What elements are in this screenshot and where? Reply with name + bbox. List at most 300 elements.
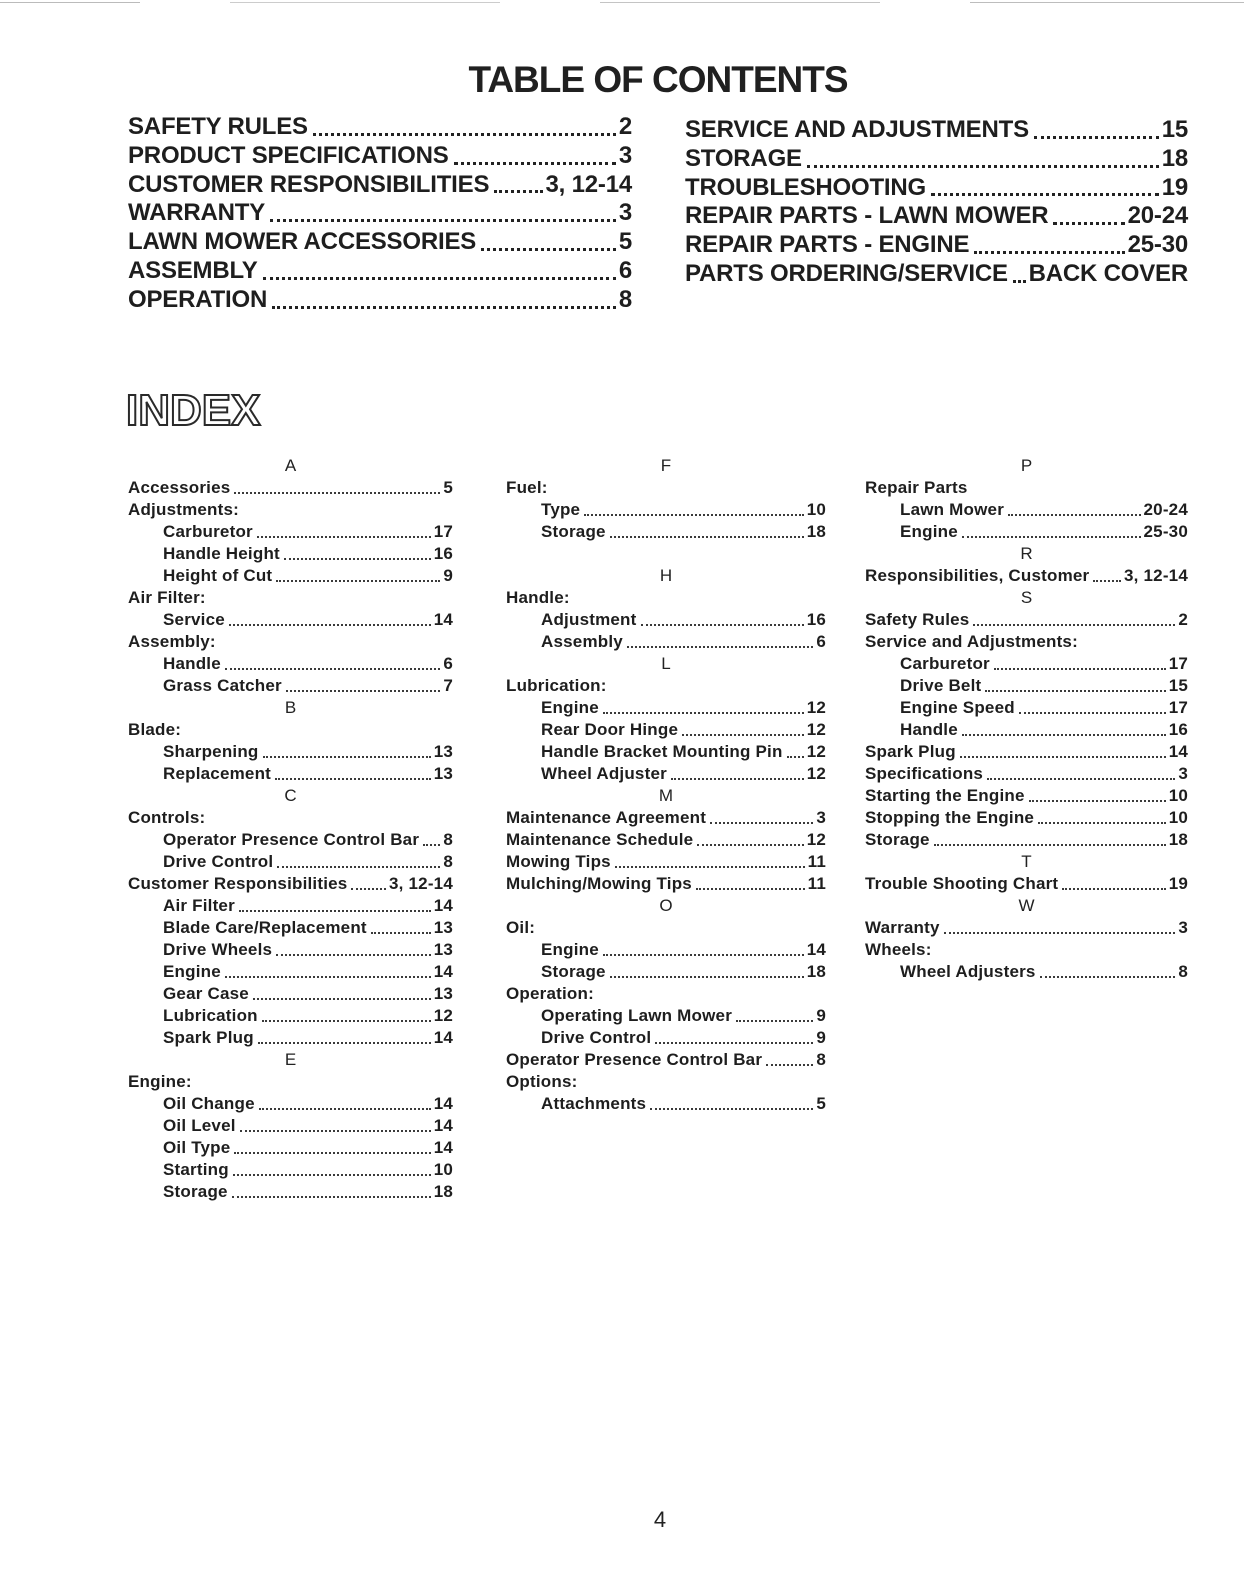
index-sub-entry-label: Storage [163,1182,228,1201]
index-sub-entry-page: 18 [806,962,826,981]
index-sub-entry-label: Lawn Mower [900,500,1005,519]
dot-leader [974,251,1124,254]
dot-leader [1062,888,1165,890]
index-sub-entry-label: Storage [541,522,606,541]
index-sub-entry [128,1115,453,1137]
index-sub-entry-label: Operator Presence Control Bar [163,830,420,849]
index-entry-page: 3 [816,808,826,827]
index-entry-label: Starting the Engine [865,786,1025,805]
index-entry [865,631,1188,653]
index-sub-entry-label: Replacement [163,764,272,783]
index-sub-entry-page: 7 [443,676,453,695]
index-sub-entry-page: 17 [1168,698,1188,717]
toc-entry-page: 3 [618,199,632,227]
index-sub-entry-page: 10 [433,1160,453,1179]
index-letter-heading: T [1021,852,1032,871]
toc-entry-page: 20-24 [1127,202,1188,230]
index-sub-entry-label: Starting [163,1160,229,1179]
index-sub-entry [506,1027,826,1049]
index-sub-entry-page: 13 [433,742,453,761]
index-letter-heading: R [1020,544,1033,563]
index-entry [506,807,826,829]
dot-leader [807,165,1159,168]
index-entry-label: Warranty [865,918,940,937]
index-sub-entry [506,521,826,543]
dot-leader [258,1042,431,1044]
index-sub-entry-label: Spark Plug [163,1028,254,1047]
index-sub-entry [506,609,826,631]
toc-entry-page: 5 [618,228,632,256]
dot-leader [682,734,804,736]
dot-leader [263,277,616,280]
index-entry-label: Customer Responsibilities [128,874,348,893]
index-entry-label: Operator Presence Control Bar [506,1050,763,1069]
toc-entry-label: REPAIR PARTS - ENGINE [685,231,970,259]
index-entry-label: Accessories [128,478,231,497]
index-sub-entry-label: Oil Change [163,1094,255,1113]
index-sub-entry [128,763,453,785]
toc-entry-label: PARTS ORDERING/SERVICE [685,259,1008,287]
dot-leader [371,932,431,934]
index-sub-entry [865,499,1188,521]
toc-entry-label: ASSEMBLY [128,256,258,284]
index-sub-entry [128,1181,453,1203]
index-sub-entry-page: 17 [433,522,453,541]
index-entry [506,873,826,895]
index-sub-entry-label: Drive Belt [900,676,982,695]
toc-entry [128,257,632,286]
index-letter-heading: M [658,786,674,805]
index-sub-entry-label: Engine [900,522,958,541]
index-entry-label: Trouble Shooting Chart [865,874,1059,893]
toc-entry-label: STORAGE [685,144,802,172]
index-sub-entry-label: Type [541,500,581,519]
toc-entry [128,142,632,171]
toc-entry-label: TROUBLESHOOTING [685,173,926,201]
index-sub-entry-label: Assembly [541,632,623,651]
toc-entry-page: 8 [618,285,632,313]
dot-leader [233,1174,431,1176]
index-entry-label: Controls: [128,808,206,827]
index-sub-entry-page: 12 [806,764,826,783]
toc-entry-label: WARRANTY [128,199,266,227]
dot-leader [351,888,386,890]
index-sub-entry-page: 5 [816,1094,826,1113]
dot-leader [610,536,804,538]
index-entry-label: Air Filter: [128,588,206,607]
index-entry [128,477,453,499]
dot-leader [494,190,542,193]
index-entry-page: 11 [807,852,826,871]
index-entry [865,741,1188,763]
toc-entry-page: 6 [618,256,632,284]
page-number: 4 [653,1507,667,1532]
index-sub-entry [506,741,826,763]
index-sub-entry-label: Air Filter [163,896,235,915]
dot-leader [1029,800,1166,802]
index-entry [128,1071,453,1093]
index-letter-heading: W [1018,896,1035,915]
index-sub-entry-label: Oil Level [163,1116,236,1135]
index-sub-entry-label: Handle [900,720,958,739]
index-sub-entry-page: 9 [816,1006,826,1025]
toc-entry-page: 15 [1161,116,1188,143]
index-letter-heading: H [659,566,673,585]
index-title: INDEX [126,386,261,435]
index-sub-entry-page: 13 [433,940,453,959]
index-entry [865,829,1188,851]
index-sub-entry [865,521,1188,543]
index-sub-entry [506,1005,826,1027]
dot-leader [234,1152,430,1154]
toc-entry [128,228,632,257]
index-entry-label: Safety Rules [865,610,970,629]
index-entry-label: Assembly: [128,632,216,651]
toc-entry [128,171,632,200]
scan-edge-line [0,2,1244,3]
index-sub-entry-label: Engine Speed [900,698,1015,717]
dot-leader [736,1020,813,1022]
index-letter-heading: S [1020,588,1033,607]
dot-leader [1038,822,1166,824]
index-sub-entry-page: 8 [443,852,453,871]
index-entry-label: Handle: [506,588,570,607]
toc-entry-page: BACK COVER [1028,259,1188,287]
index-sub-entry-label: Rear Door Hinge [541,720,679,739]
index-entry [865,763,1188,785]
index-entry-page: 19 [1168,874,1188,893]
index-entry [865,873,1188,895]
index-entry-label: Mulching/Mowing Tips [506,874,692,893]
dot-leader [962,536,1141,538]
index-entry [865,939,1188,961]
dot-leader [787,756,804,758]
index-column-2 [506,455,826,1115]
index-sub-entry [128,675,453,697]
dot-leader [1040,976,1176,978]
index-letter-heading: O [659,896,673,915]
index-entry-label: Repair Parts [865,478,968,497]
index-sub-entry-page: 25-30 [1143,522,1188,541]
index-entry [506,829,826,851]
toc-entry [685,174,1188,203]
index-entry-page: 12 [806,830,826,849]
dot-leader [671,778,804,780]
index-entry-label: Stopping the Engine [865,808,1035,827]
index-sub-entry-page: 14 [433,1094,453,1113]
index-entry-page: 11 [807,874,826,893]
dot-leader [1013,280,1026,283]
toc-entry-page: 19 [1161,173,1188,201]
index-entry [506,851,826,873]
index-sub-entry [506,1093,826,1115]
index-sub-entry-page: 14 [806,940,826,959]
index-sub-entry-page: 14 [433,962,453,981]
dot-leader [603,954,804,956]
dot-leader [240,1130,431,1132]
index-sub-entry [865,719,1188,741]
index-sub-entry [128,983,453,1005]
toc-entry-label: CUSTOMER RESPONSIBILITIES [128,170,490,198]
index-sub-entry-page: 10 [806,500,826,519]
toc-entry [685,145,1188,174]
index-entry-label: Mowing Tips [506,852,611,871]
index-sub-entry-label: Adjustment [541,610,637,629]
index-letter-heading: B [284,698,297,717]
index-sub-entry-label: Engine [541,940,599,959]
index-entry-page: 5 [443,478,453,497]
index-entry-label: Adjustments: [128,500,240,519]
index-sub-entry [865,697,1188,719]
index-sub-entry [128,1137,453,1159]
toc-left-column [128,113,632,315]
dot-leader [641,624,804,626]
index-sub-entry-page: 14 [433,1028,453,1047]
index-sub-entry-label: Operating Lawn Mower [541,1006,733,1025]
dot-leader [985,690,1165,692]
toc-entry-label: SAFETY RULES [128,113,308,140]
index-sub-entry-page: 12 [806,698,826,717]
index-entry [128,873,453,895]
toc-entry [128,286,632,315]
index-letter-heading: C [284,786,297,805]
index-entry [865,609,1188,631]
dot-leader [710,822,813,824]
index-entry [128,719,453,741]
index-sub-entry-page: 6 [816,632,826,651]
index-entry-label: Lubrication: [506,676,607,695]
index-sub-entry-page: 18 [433,1182,453,1201]
dot-leader [284,558,431,560]
index-sub-entry-label: Sharpening [163,742,259,761]
index-sub-entry [128,521,453,543]
index-sub-entry-page: 14 [433,896,453,915]
index-sub-entry-label: Wheel Adjusters [900,962,1036,981]
index-sub-entry [865,961,1188,983]
index-sub-entry [128,1159,453,1181]
index-sub-entry [865,653,1188,675]
index-sub-entry-page: 9 [443,566,453,585]
index-sub-entry-label: Carburetor [163,522,253,541]
index-sub-entry [128,1027,453,1049]
index-entry-label: Wheels: [865,940,932,959]
dot-leader [275,778,431,780]
dot-leader [610,976,804,978]
dot-leader [1008,514,1141,516]
index-sub-entry [128,1005,453,1027]
index-entry-page: 10 [1168,808,1188,827]
index-sub-entry-page: 15 [1168,676,1188,695]
toc-entry [128,199,632,228]
index-entry-label: Engine: [128,1072,192,1091]
index-sub-entry [506,961,826,983]
dot-leader [263,756,431,758]
index-entry-label: Spark Plug [865,742,956,761]
index-entry-label: Options: [506,1072,578,1091]
index-entry [506,675,826,697]
toc-entry-label: REPAIR PARTS - LAWN MOWER [685,202,1049,230]
index-sub-entry-page: 17 [1168,654,1188,673]
index-sub-entry-label: Drive Control [163,852,274,871]
index-entry-page: 3 [1178,764,1188,783]
toc-entry-page: 3 [618,141,632,169]
index-sub-entry-page: 18 [806,522,826,541]
index-sub-entry-label: Handle Height [163,544,280,563]
dot-leader [232,1196,431,1198]
index-sub-entry [128,851,453,873]
index-sub-entry [128,565,453,587]
index-entry [128,587,453,609]
dot-leader [481,248,616,251]
dot-leader [973,624,1175,626]
index-sub-entry-label: Drive Wheels [163,940,273,959]
index-sub-entry [506,719,826,741]
dot-leader [234,492,440,494]
index-entry-page: 14 [1168,742,1188,761]
dot-leader [1034,136,1159,139]
index-sub-entry-page: 16 [433,544,453,563]
index-sub-entry [128,741,453,763]
dot-leader [697,844,803,846]
index-entry-page: 10 [1168,786,1188,805]
index-entry-page: 2 [1178,610,1188,629]
index-entry-label: Specifications [865,764,984,783]
index-sub-entry-page: 14 [433,610,453,629]
index-entry [506,1049,826,1071]
index-sub-entry-page: 8 [1178,962,1188,981]
index-entry-label: Operation: [506,984,594,1003]
index-entry [865,785,1188,807]
toc-entry [685,202,1188,231]
dot-leader [276,954,431,956]
dot-leader [934,844,1166,846]
index-sub-entry-label: Lubrication [163,1006,258,1025]
index-sub-entry [128,917,453,939]
index-entry [865,917,1188,939]
index-sub-entry-label: Handle [163,654,221,673]
index-entry [506,917,826,939]
index-sub-entry-page: 6 [443,654,453,673]
index-sub-entry-page: 12 [806,742,826,761]
index-entry [506,983,826,1005]
index-letter-heading: A [284,456,297,475]
index-entry [128,631,453,653]
index-letter-heading: F [660,456,672,475]
index-sub-entry [506,939,826,961]
dot-leader [454,162,616,165]
dot-leader [257,536,431,538]
index-sub-entry-page: 16 [1168,720,1188,739]
dot-leader [276,580,440,582]
index-sub-entry [506,763,826,785]
dot-leader [944,932,1176,934]
index-sub-entry-page: 12 [806,720,826,739]
index-entry-label: Maintenance Schedule [506,830,694,849]
index-sub-entry-label: Oil Type [163,1138,231,1157]
index-entry [506,477,826,499]
dot-leader [696,888,805,890]
index-entry-label: Service and Adjustments: [865,632,1078,651]
index-letter-heading: E [284,1050,297,1069]
index-entry-page: 8 [816,1050,826,1069]
index-sub-entry-label: Wheel Adjuster [541,764,667,783]
index-sub-entry [128,961,453,983]
index-entry [128,499,453,521]
toc-entry [685,260,1188,289]
index-entry [506,1071,826,1093]
index-sub-entry-page: 13 [433,984,453,1003]
dot-leader [766,1064,813,1066]
index-entry [506,587,826,609]
index-entry-label: Storage [865,830,930,849]
index-sub-entry [506,499,826,521]
index-entry-label: Oil: [506,918,536,937]
dot-leader [627,646,813,648]
index-sub-entry-label: Engine [541,698,599,717]
index-sub-entry [128,939,453,961]
index-entry-label: Responsibilities, Customer [865,566,1090,585]
dot-leader [1019,712,1166,714]
index-entry-label: Fuel: [506,478,548,497]
index-sub-entry-label: Handle Bracket Mounting Pin [541,742,783,761]
index-entry [865,477,1188,499]
index-sub-entry-label: Storage [541,962,606,981]
index-sub-entry [128,653,453,675]
dot-leader [277,866,440,868]
index-entry [128,807,453,829]
index-sub-entry [128,895,453,917]
toc-entry [685,116,1188,145]
index-sub-entry [865,675,1188,697]
toc-entry-page: 18 [1161,144,1188,172]
index-sub-entry-page: 9 [816,1028,826,1047]
index-column-1 [128,455,453,1203]
index-sub-entry-page: 13 [433,918,453,937]
toc-entry-label: PRODUCT SPECIFICATIONS [128,141,449,169]
index-entry-label: Maintenance Agreement [506,808,707,827]
dot-leader [650,1108,813,1110]
dot-leader [253,998,431,1000]
index-sub-entry-label: Height of Cut [163,566,273,585]
dot-leader [931,193,1159,196]
index-letter-heading: P [1020,456,1033,475]
index-entry-page: 3, 12-14 [389,874,453,893]
dot-leader [960,756,1166,758]
toc-entry-page: 2 [618,113,632,140]
index-sub-entry-label: Engine [163,962,221,981]
index-sub-entry [128,543,453,565]
index-sub-entry-label: Carburetor [900,654,990,673]
dot-leader [229,624,431,626]
toc-right-column [685,116,1188,289]
index-sub-entry-label: Drive Control [541,1028,652,1047]
index-sub-entry [128,829,453,851]
dot-leader [962,734,1166,736]
index-sub-entry-page: 20-24 [1143,500,1188,519]
index-entry [865,807,1188,829]
index-sub-entry-page: 8 [443,830,453,849]
toc-entry [128,113,632,142]
index-sub-entry-page: 14 [433,1138,453,1157]
toc-entry-label: LAWN MOWER ACCESSORIES [128,228,477,256]
dot-leader [239,910,431,912]
dot-leader [994,668,1166,670]
index-letter-heading: L [661,654,671,673]
dot-leader [423,844,440,846]
dot-leader [987,778,1175,780]
index-sub-entry [506,697,826,719]
index-entry-page: 3 [1178,918,1188,937]
